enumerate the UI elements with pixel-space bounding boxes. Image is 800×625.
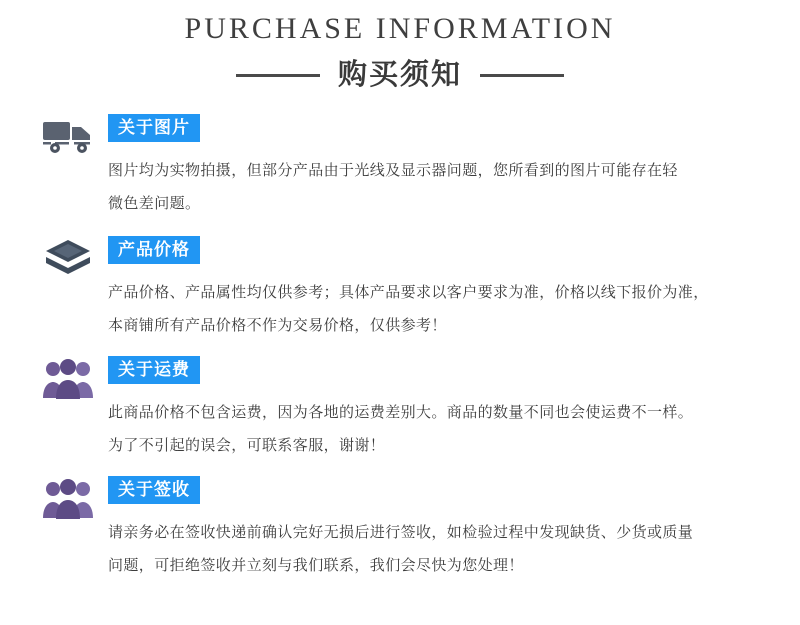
section-body [108,356,772,462]
section-line-2: 本商铺所有产品价格不作为交易价格，仅供参考！ [108,317,447,334]
section-line-2: 问题，可拒绝签收并立刻与我们联系，我们会尽快为您处理！ [108,557,524,574]
section-badge: 关于运费 [108,356,200,384]
section-product-price [28,236,772,342]
section-about-images [28,114,772,220]
section-line-1: 图片均为实物拍摄，但部分产品由于光线及显示器问题，您所看到的图片可能存在轻 [108,162,678,179]
section-badge: 关于图片 [108,114,200,142]
section-badge: 产品价格 [108,236,200,264]
section-about-receiving [28,476,772,582]
section-line-1: 产品价格、产品属性均仅供参考；具体产品要求以客户要求为准，价格以线下报价为准， [108,284,709,301]
box-icon [28,236,108,282]
section-body [108,236,772,342]
truck-icon [28,114,108,156]
page-title-chinese: 购买须知 [337,59,462,91]
section-line-2: 微色差问题。 [108,195,201,212]
section-badge: 关于签收 [108,476,200,504]
section-line-2: 为了不引起的误会，可联系客服，谢谢！ [108,437,386,454]
divider-right [480,74,564,77]
page-title-english: PURCHASE INFORMATION [184,12,616,45]
section-body [108,476,772,582]
sections-list [0,114,800,582]
people-icon [28,356,108,400]
section-line-1: 此商品价格不包含运费，因为各地的运费差别大。商品的数量不同也会使运费不一样。 [108,404,694,421]
divider-left [236,74,320,77]
section-body [108,114,772,220]
people-icon [28,476,108,520]
page-title-chinese-row [0,58,800,92]
section-about-shipping [28,356,772,462]
section-line-1: 请亲务必在签收快递前确认完好无损后进行签收，如检验过程中发现缺货、少货或质量 [108,524,694,541]
page-header [0,0,800,92]
